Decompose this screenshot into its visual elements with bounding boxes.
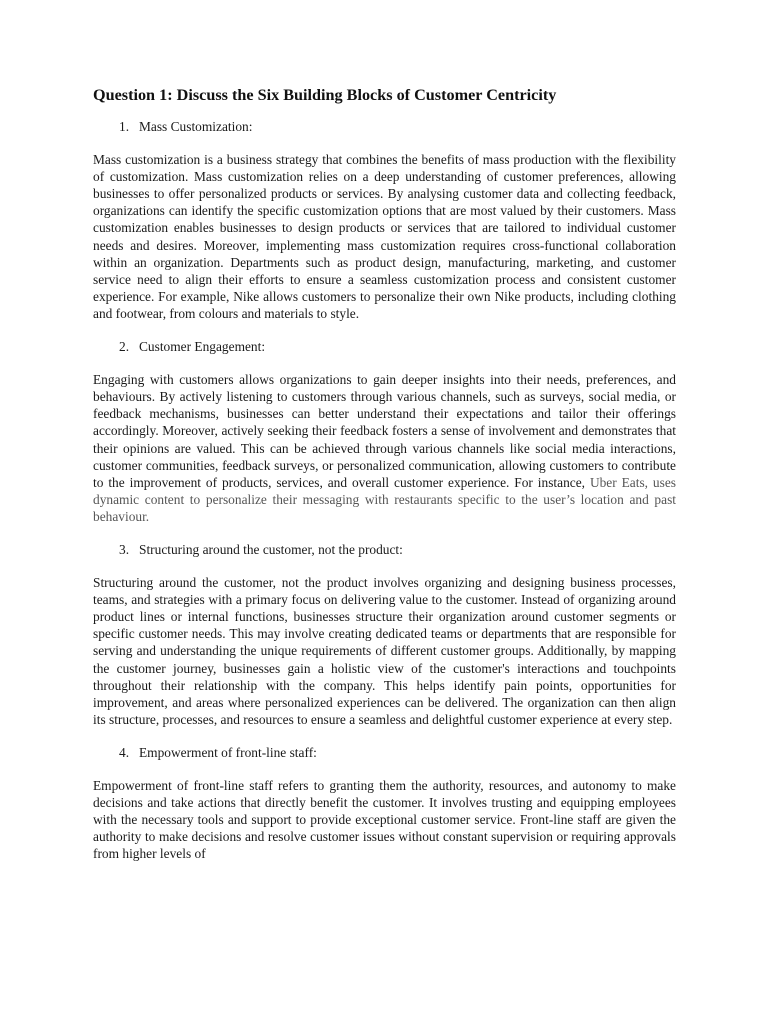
section-heading: Structuring around the customer, not the product: — [139, 541, 403, 557]
section-paragraph: Mass customization is a business strategy that combines the benefits of mass production with the flexibility of customization. Mass customization relies on a deep understanding of customer preferences, allowing businesses to offer personalized products or services. By analysing customer data and collecting feedback, organizations can identify the specific customization options that are most valued by their customers. Mass customization enables businesses to design products or services that are tailored to individual customer needs and desires. Moreover, implementing mass customization requires cross-functional collaboration within an organization. Departments such as product design, manufacturing, marketing, and customer service need to align their efforts to ensure a seamless customization process and consistent customer experience. For example, Nike allows customers to personalize their own Nike products, including clothing and footwear, from colours and materials to style. — [93, 152, 676, 321]
paragraph-text: Engaging with customers allows organizations to gain deeper insights into their needs, preferences, and behaviours. By actively listening to customers through various channels, such as surveys, social media, or feedback mechanisms, businesses can better understand their expectations and tailor their offerings accordingly. Moreover, actively seeking their feedback fosters a sense of involvement and demonstrates that their opinions are valued. This can be achieved through various channels like social media interactions, customer communities, feedback surveys, or personalized communication, allowing customers to contribute to the improvement of products, services, and overall customer experience. For instance, — [93, 372, 676, 490]
section-paragraph: Structuring around the customer, not the product involves organizing and designing business processes, teams, and strategies with a primary focus on delivering value to the customer. Instead of organizing around product lines or internal functions, businesses structure their organization around customer segments or specific customer needs. This may involve creating dedicated teams or departments that are responsible for serving and understanding the unique requirements of different customer groups. Additionally, by mapping the customer journey, businesses gain a holistic view of the customer's interactions and touchpoints throughout their relationship with the company. This helps identify pain points, opportunities for improvement, and areas where personalized experiences can be delivered. The organization can then align its structure, processes, and resources to ensure a seamless and delightful customer experience at every step. — [93, 575, 676, 727]
list-item-1 — [93, 118, 676, 135]
list-item-2 — [93, 338, 676, 355]
section-heading: Mass Customization: — [139, 119, 253, 134]
list-item-number: 1. — [119, 119, 130, 134]
list-item-number: 2. — [119, 339, 130, 355]
list-item-3 — [93, 541, 676, 558]
list-item-number: 4. — [119, 744, 130, 760]
paragraph-text-muted: Uber Eats, uses dynamic content to personalize their messaging with restaurants specific to the user’s location and past behaviour. — [93, 474, 676, 524]
section-paragraph: Empowerment of front-line staff refers to granting them the authority, resources, and autonomy to make decisions and take actions that directly benefit the customer. It involves trusting and equipping employees with the necessary tools and support to provide exceptional customer service. Front-line staff are given the authority to make decisions and resolve customer issues without constant supervision or requiring approvals from higher levels of — [93, 778, 676, 862]
list-item-number: 3. — [119, 541, 130, 557]
page-title: Question 1: Discuss the Six Building Blocks of Customer Centricity — [93, 86, 557, 104]
section-paragraph — [93, 371, 676, 525]
section-heading: Empowerment of front-line staff: — [139, 744, 317, 760]
section-heading: Customer Engagement: — [139, 339, 266, 355]
list-item-4 — [93, 744, 676, 761]
